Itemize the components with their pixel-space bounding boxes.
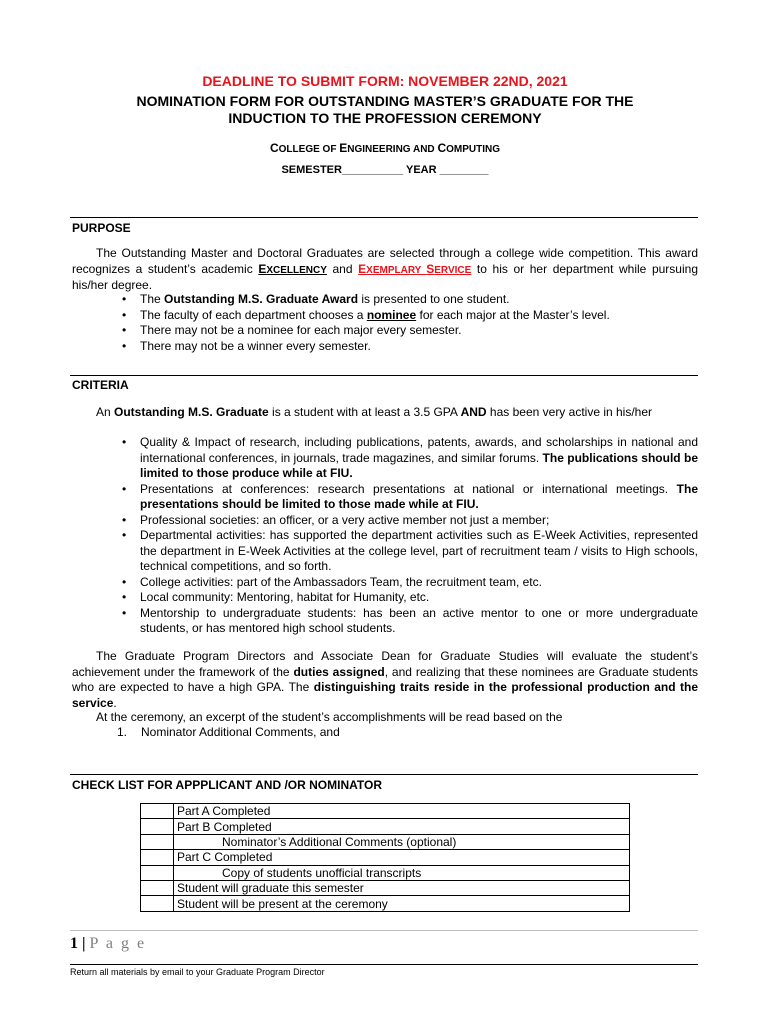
checkbox[interactable]: [141, 850, 174, 865]
ceremony-line: At the ceremony, an excerpt of the student’s accomplishments will be read based on the: [96, 710, 563, 724]
checkbox[interactable]: [141, 865, 174, 880]
section-divider: [70, 774, 698, 775]
list-item: • The Outstanding M.S. Graduate Award is presented to one student.: [118, 292, 698, 308]
table-row: [141, 896, 630, 911]
page-number: 1 | P a g e: [70, 935, 147, 952]
list-item: • Mentorship to undergraduate students: has been an active mentor to one or more undergraduate students, or has mentored high school students.: [118, 606, 698, 637]
criteria-bullet-list: [118, 435, 698, 637]
section-divider: [70, 217, 698, 218]
section-divider: [70, 375, 698, 376]
numbered-item: 1. Nominator Additional Comments, and: [117, 725, 340, 739]
checklist-label: Part B Completed: [174, 819, 630, 834]
list-item: • Quality & Impact of research, including publications, patents, awards, and scholarships in national and international conferences, in journals, trade magazines, and similar forums. The publications should be limited to those produce while at FIU.: [118, 435, 698, 482]
table-row: [141, 880, 630, 895]
purpose-paragraph: The Outstanding Master and Doctoral Graduates are selected through a college wide competition. This award recognizes a student’s academic EXCELLENCY and EXEMPLARY SERVICE to his or her department while pursuing his/her degree.: [72, 246, 698, 292]
table-row: [141, 834, 630, 849]
footer-rule: [70, 964, 698, 965]
checklist-label: Part A Completed: [174, 804, 630, 819]
table-row: [141, 819, 630, 834]
criteria-intro: An Outstanding M.S. Graduate is a student with at least a 3.5 GPA AND has been very active in his/her: [96, 405, 653, 419]
checklist-label: Nominator’s Additional Comments (optional): [174, 834, 630, 849]
checkbox[interactable]: [141, 819, 174, 834]
list-item: • Professional societies: an officer, or a very active member not just a member;: [118, 513, 698, 529]
checkbox[interactable]: [141, 896, 174, 911]
purpose-heading: PURPOSE: [72, 221, 131, 235]
evaluation-paragraph: The Graduate Program Directors and Associate Dean for Graduate Studies will evaluate the student’s achievement under the framework of the duties assigned, and realizing that these nominees are Graduate students who are expected to have a high GPA. The distinguishing traits reside in the professional production and the service.: [72, 649, 699, 710]
criteria-heading: CRITERIA: [72, 378, 129, 392]
list-item: • There may not be a nominee for each major every semester.: [118, 323, 698, 339]
checkbox[interactable]: [141, 834, 174, 849]
checkbox[interactable]: [141, 880, 174, 895]
footer-divider: [70, 930, 698, 931]
deadline-notice: DEADLINE TO SUBMIT FORM: NOVEMBER 22ND, 2021: [202, 73, 568, 89]
checklist-table: [140, 803, 630, 912]
list-item: • Departmental activities: has supported the department activities such as E-Week Activities, represented the department in E-Week Activities at the college level, part of recruitment team / visits to High schools, technical competitions, and so forth.: [118, 528, 698, 575]
college-name: COLLEGE OF ENGINEERING AND COMPUTING: [269, 141, 500, 155]
list-item: • Local community: Mentoring, habitat for Humanity, etc.: [118, 590, 698, 606]
semester-year-line: SEMESTER__________ YEAR ________: [281, 164, 489, 176]
list-item: • There may not be a winner every semester.: [118, 339, 698, 355]
checklist-label: Part C Completed: [174, 850, 630, 865]
list-item: • Presentations at conferences: research presentations at national or international meetings. The presentations should be limited to those made while at FIU.: [118, 482, 698, 513]
table-row: [141, 865, 630, 880]
table-row: [141, 850, 630, 865]
list-item: • College activities: part of the Ambassadors Team, the recruitment team, etc.: [118, 575, 698, 591]
checklist-label: Student will be present at the ceremony: [174, 896, 630, 911]
checklist-label: Student will graduate this semester: [174, 880, 630, 895]
footer-note: Return all materials by email to your Graduate Program Director: [70, 967, 325, 977]
form-title: [0, 93, 770, 127]
list-item: • The faculty of each department chooses a nominee for each major at the Master’s level.: [118, 308, 698, 324]
form-title-line-2: INDUCTION TO THE PROFESSION CEREMONY: [228, 110, 542, 126]
checklist-heading: CHECK LIST FOR APPPLICANT AND /OR NOMINATOR: [72, 778, 382, 792]
purpose-bullet-list: [118, 292, 698, 354]
checkbox[interactable]: [141, 804, 174, 819]
form-title-line-1: NOMINATION FORM FOR OUTSTANDING MASTER’S GRADUATE FOR THE: [136, 93, 634, 109]
checklist-label: Copy of students unofficial transcripts: [174, 865, 630, 880]
table-row: [141, 804, 630, 819]
